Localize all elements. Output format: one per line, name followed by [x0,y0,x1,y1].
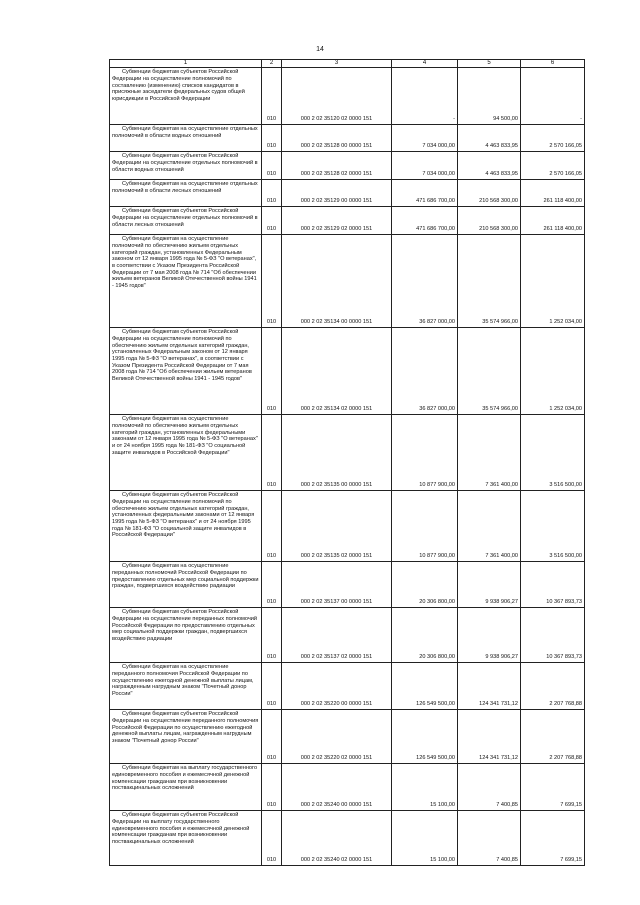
row-description: Субвенции бюджетам субъектов Российской Федерации на осуществление отдельных полномочий в области лесных отношений [110,207,262,235]
row-code: 010 [262,207,282,235]
row-executed-amount: 94 500,00 [458,68,521,125]
row-budget-code: 000 2 02 35129 02 0000 151 [282,207,392,235]
row-budget-code: 000 2 02 35220 02 0000 151 [282,710,392,764]
row-code: 010 [262,152,282,180]
table-row [110,491,585,562]
row-budget-code: 000 2 02 35240 00 0000 151 [282,764,392,811]
row-approved-amount: 471 686 700,00 [392,207,458,235]
revenue-table [109,59,585,866]
table-row [110,68,585,125]
row-approved-amount: - [392,68,458,125]
row-code: 010 [262,608,282,663]
column-header: 3 [282,60,392,68]
row-budget-code: 000 2 02 35135 02 0000 151 [282,491,392,562]
table-row [110,764,585,811]
row-description: Субвенции бюджетам на осуществление полномочий по обеспечению жильем отдельных категорий граждан, установленных федеральными законами от 12 января 1995 года № 5-ФЗ "О ветеранах" и от 24 ноября 1995 года № 181-ФЗ "О социальной защите инвалидов в Российской Федерации" [110,415,262,491]
row-code: 010 [262,491,282,562]
row-description: Субвенции бюджетам субъектов Российской Федерации на осуществление полномочий по обеспечению жильем отдельных категорий граждан, установленных федеральными законами от 12 января 1995 года № 5-ФЗ "О ветеранах" и от 24 ноября 1995 года № 181-ФЗ "О социальной защите инвалидов в Российской Федерации" [110,491,262,562]
row-executed-amount: 210 568 300,00 [458,180,521,207]
row-description: Субвенции бюджетам на осуществление переданных полномочий Российской Федерации по предоставлению отдельных мер социальной поддержки граждан, подвергшихся воздействию радиации [110,562,262,608]
row-approved-amount: 36 827 000,00 [392,235,458,328]
row-approved-amount: 15 100,00 [392,764,458,811]
row-unexecuted-amount: 3 516 500,00 [521,415,585,491]
table-row [110,207,585,235]
row-unexecuted-amount: 261 118 400,00 [521,180,585,207]
row-approved-amount: 15 100,00 [392,811,458,866]
table-row [110,152,585,180]
row-approved-amount: 36 827 000,00 [392,328,458,415]
table-row [110,562,585,608]
row-unexecuted-amount: 3 516 500,00 [521,491,585,562]
row-budget-code: 000 2 02 35240 02 0000 151 [282,811,392,866]
row-description: Субвенции бюджетам субъектов Российской Федерации на осуществление переданного полномочия Российской Федерации по осуществлению ежегодной денежной выплаты лицам, награжденным нагрудным знаком "Почетный донор России" [110,710,262,764]
row-budget-code: 000 2 02 35128 00 0000 151 [282,125,392,152]
row-approved-amount: 126 549 500,00 [392,710,458,764]
row-executed-amount: 7 361 400,00 [458,491,521,562]
row-code: 010 [262,180,282,207]
page-number: 14 [316,46,324,53]
row-unexecuted-amount: 261 118 400,00 [521,207,585,235]
row-executed-amount: 9 938 906,27 [458,562,521,608]
row-description: Субвенции бюджетам субъектов Российской Федерации на осуществление отдельных полномочий в области водных отношений [110,152,262,180]
row-unexecuted-amount: 7 699,15 [521,811,585,866]
row-executed-amount: 35 574 966,00 [458,328,521,415]
row-approved-amount: 10 877 900,00 [392,415,458,491]
row-code: 010 [262,235,282,328]
row-description: Субвенции бюджетам на осуществление переданного полномочия Российской Федерации по осуществлению ежегодной денежной выплаты лицам, награжденным нагрудным знаком "Почетный донор России" [110,663,262,710]
column-header: 5 [458,60,521,68]
row-code: 010 [262,328,282,415]
row-unexecuted-amount: - [521,68,585,125]
row-budget-code: 000 2 02 35129 00 0000 151 [282,180,392,207]
column-header: 2 [262,60,282,68]
table-row [110,608,585,663]
row-executed-amount: 4 463 833,95 [458,125,521,152]
table-row [110,235,585,328]
row-budget-code: 000 2 02 35120 02 0000 151 [282,68,392,125]
row-executed-amount: 124 341 731,12 [458,710,521,764]
row-budget-code: 000 2 02 35134 00 0000 151 [282,235,392,328]
row-code: 010 [262,125,282,152]
row-unexecuted-amount: 2 207 768,88 [521,663,585,710]
row-approved-amount: 126 549 500,00 [392,663,458,710]
row-executed-amount: 210 568 300,00 [458,207,521,235]
row-executed-amount: 35 574 966,00 [458,235,521,328]
row-approved-amount: 7 034 000,00 [392,152,458,180]
row-description: Субвенции бюджетам субъектов Российской Федерации на выплату государственного единовременного пособия и ежемесячной денежной компенсации гражданам при возникновении поствакцинальных осложнений [110,811,262,866]
row-description: Субвенции бюджетам на осуществление отдельных полномочий в области лесных отношений [110,180,262,207]
row-approved-amount: 10 877 900,00 [392,491,458,562]
row-code: 010 [262,68,282,125]
row-unexecuted-amount: 10 367 893,73 [521,608,585,663]
table-row [110,811,585,866]
table-row [110,328,585,415]
row-unexecuted-amount: 2 570 166,05 [521,152,585,180]
row-approved-amount: 7 034 000,00 [392,125,458,152]
row-executed-amount: 7 400,85 [458,764,521,811]
row-description: Субвенции бюджетам субъектов Российской Федерации на осуществление полномочий по составлению (изменению) списков кандидатов в присяжные заседатели федеральных судов общей юрисдикции в Российской Федерации [110,68,262,125]
row-budget-code: 000 2 02 35128 02 0000 151 [282,152,392,180]
row-approved-amount: 20 306 800,00 [392,608,458,663]
row-budget-code: 000 2 02 35220 00 0000 151 [282,663,392,710]
row-description: Субвенции бюджетам субъектов Российской Федерации на осуществление переданных полномочий Российской Федерации по предоставлению отдельных мер социальной поддержки граждан, подвергшихся воздействию радиации [110,608,262,663]
row-budget-code: 000 2 02 35135 00 0000 151 [282,415,392,491]
column-header: 4 [392,60,458,68]
row-approved-amount: 471 686 700,00 [392,180,458,207]
row-budget-code: 000 2 02 35137 00 0000 151 [282,562,392,608]
row-executed-amount: 4 463 833,95 [458,152,521,180]
table-row [110,180,585,207]
row-description: Субвенции бюджетам на осуществление отдельных полномочий в области водных отношений [110,125,262,152]
row-code: 010 [262,415,282,491]
row-budget-code: 000 2 02 35134 02 0000 151 [282,328,392,415]
row-description: Субвенции бюджетам на осуществление полномочий по обеспечению жильем отдельных категорий граждан, установленных Федеральным законом от 12 января 1995 года № 5-ФЗ "О ветеранах", в соответствии с Указом Президента Российской Федерации от 7 мая 2008 года № 714 "Об обеспечении жильем ветеранов Великой Отечественной войны 1941 - 1945 годов" [110,235,262,328]
row-executed-amount: 7 361 400,00 [458,415,521,491]
row-code: 010 [262,562,282,608]
row-description: Субвенции бюджетам на выплату государственного единовременного пособия и ежемесячной денежной компенсации гражданам при возникновении поствакцинальных осложнений [110,764,262,811]
row-code: 010 [262,811,282,866]
table-row [110,663,585,710]
row-unexecuted-amount: 2 570 166,05 [521,125,585,152]
row-executed-amount: 9 938 906,27 [458,608,521,663]
row-unexecuted-amount: 2 207 768,88 [521,710,585,764]
row-code: 010 [262,663,282,710]
row-executed-amount: 124 341 731,12 [458,663,521,710]
row-budget-code: 000 2 02 35137 02 0000 151 [282,608,392,663]
table-row [110,415,585,491]
row-description: Субвенции бюджетам субъектов Российской Федерации на осуществление полномочий по обеспечению жильем отдельных категорий граждан, установленных Федеральным законом от 12 января 1995 года № 5-ФЗ "О ветеранах", в соответствии с Указом Президента Российской Федерации от 7 мая 2008 года № 714 "Об обеспечении жильем ветеранов Великой Отечественной войны 1941 - 1945 годов" [110,328,262,415]
row-unexecuted-amount: 7 699,15 [521,764,585,811]
table-row [110,125,585,152]
row-unexecuted-amount: 1 252 034,00 [521,328,585,415]
row-code: 010 [262,764,282,811]
row-code: 010 [262,710,282,764]
column-header: 6 [521,60,585,68]
table-header-row [110,60,585,68]
table-row [110,710,585,764]
row-approved-amount: 20 306 800,00 [392,562,458,608]
row-unexecuted-amount: 10 367 893,73 [521,562,585,608]
row-unexecuted-amount: 1 252 034,00 [521,235,585,328]
row-executed-amount: 7 400,85 [458,811,521,866]
column-header: 1 [110,60,262,68]
